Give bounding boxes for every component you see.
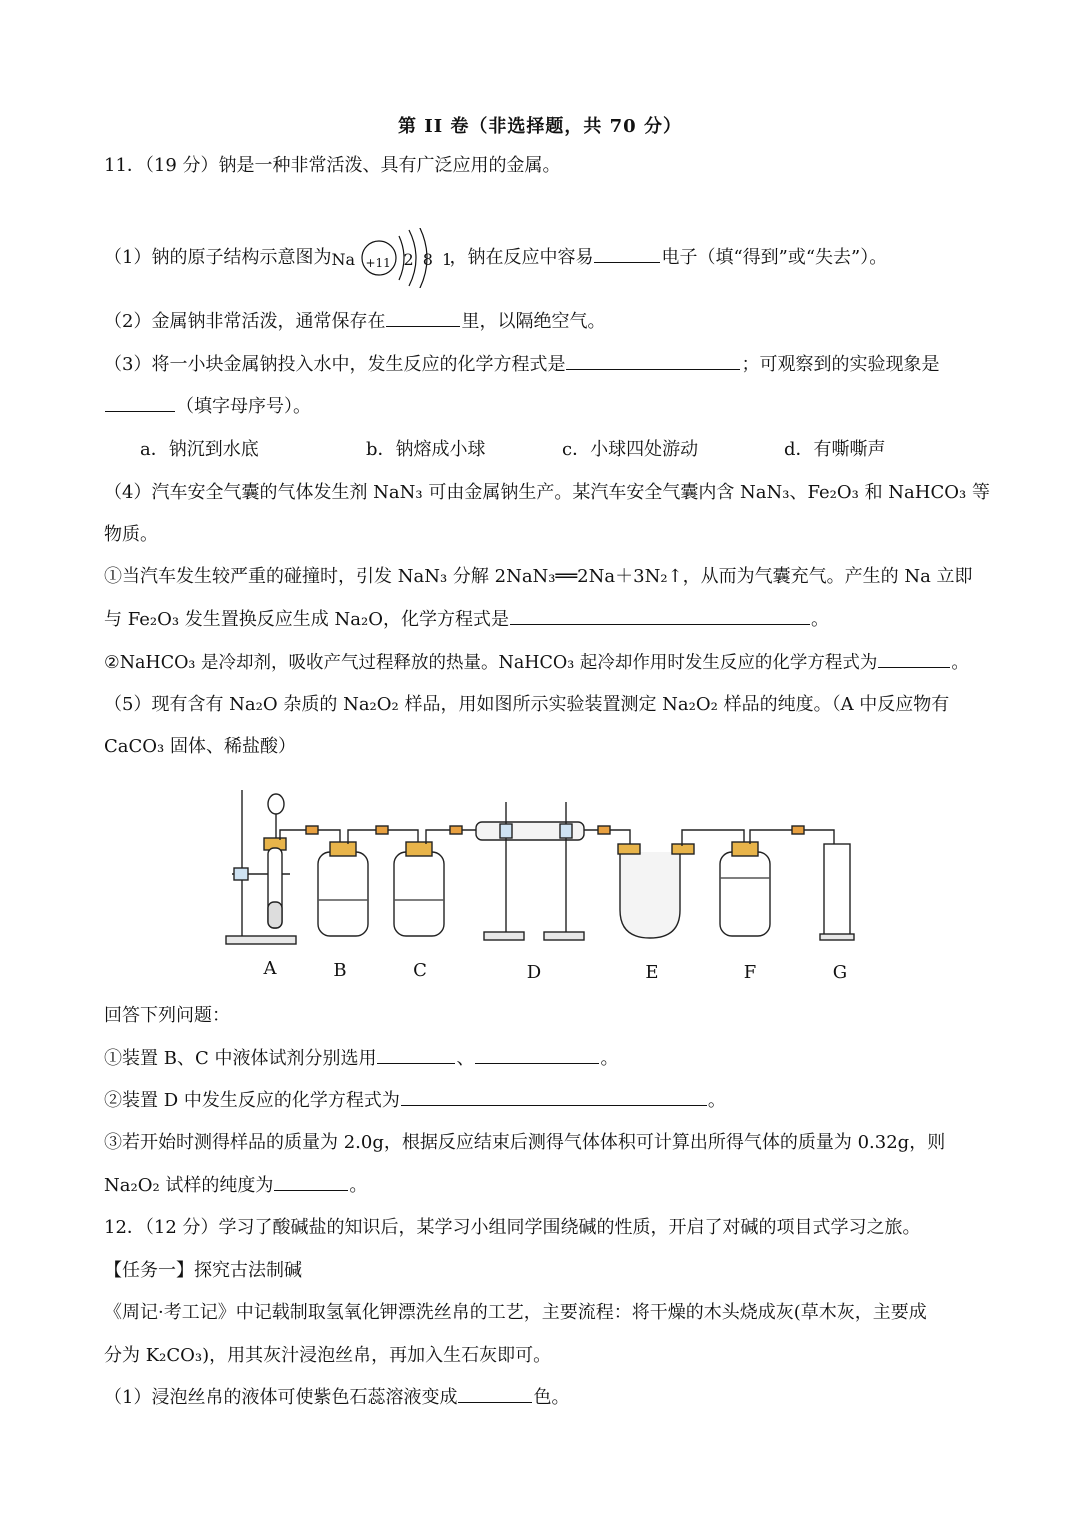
q11-p4-2-text: ②NaHCO₃ 是冷却剂，吸收产气过程释放的热量。NaHCO₃ 起冷却作用时发生反应的化学方程式为	[104, 653, 878, 673]
apparatus-drawing	[220, 782, 880, 992]
q11-p5-line2: CaCO₃ 固体、稀盐酸）	[104, 736, 296, 757]
figure-label-c: C	[413, 960, 427, 981]
option-c: c．小球四处游动	[562, 439, 699, 460]
answer-blank[interactable]	[878, 649, 950, 668]
atom-shell-electrons: 2 8 1	[403, 250, 453, 269]
q11-p4-1-line2	[104, 606, 980, 634]
q11-a3-line2	[104, 1172, 980, 1200]
q11-p5-line1: （5）现有含有 Na₂O 杂质的 Na₂O₂ 样品，用如图所示实验装置测定 Na₂O₂ 样品的纯度。（A 中反应物有	[104, 694, 950, 715]
figure-label-a: A	[263, 958, 277, 979]
q11-p1-text-a: （1）钠的原子结构示意图为	[104, 247, 332, 268]
q11-p4-line2: 物质。	[104, 524, 158, 545]
q11-p2-text-b: 里，以隔绝空气。	[461, 311, 606, 332]
answer-blank[interactable]	[510, 606, 810, 625]
option-b: b．钠熔成小球	[366, 439, 486, 460]
q12-intro-line2: 分为 K₂CO₃)，用其灰汁浸泡丝帛，再加入生石灰即可。	[104, 1345, 552, 1366]
q11-p2	[104, 308, 980, 336]
q12-p1-text: （1）浸泡丝帛的液体可使紫色石蕊溶液变成	[104, 1387, 458, 1408]
answer-blank[interactable]	[594, 244, 660, 263]
answer-blank[interactable]	[566, 351, 740, 370]
q11-p2-text-a: （2）金属钠非常活泼，通常保存在	[104, 311, 386, 332]
q11-a3-line1: ③若开始时测得样品的质量为 2.0g，根据反应结束后测得气体体积可计算出所得气体的质量为 0.32g，则	[104, 1132, 946, 1153]
figure-label-e: E	[645, 962, 659, 983]
q11-p3-text-a: （3）将一小块金属钠投入水中，发生反应的化学方程式是	[104, 354, 566, 375]
option-d: d．有嘶嘶声	[784, 439, 886, 460]
q11-a1-sep: 、	[456, 1048, 475, 1069]
q11-p3-text-b: ；可观察到的实验现象是	[741, 354, 940, 375]
q11-p1-text-b: ，钠在反应中容易	[449, 247, 594, 268]
q11-a1	[104, 1045, 980, 1073]
q11-p1-text-c: 电子（填“得到”或“失去”）。	[661, 247, 888, 268]
q11-a2	[104, 1087, 980, 1115]
atom-nucleus-charge: +11	[365, 256, 391, 270]
q11-a2-text: ②装置 D 中发生反应的化学方程式为	[104, 1090, 400, 1111]
answer-blank[interactable]	[475, 1045, 599, 1064]
answer-blank[interactable]	[274, 1172, 348, 1191]
q12-head: 12．（12 分）学习了酸碱盐的知识后，某学习小组同学围绕碱的性质，开启了对碱的项目式学习之旅。	[104, 1217, 921, 1238]
answer-blank[interactable]	[386, 308, 460, 327]
figure-label-b: B	[333, 960, 347, 981]
q12-intro-line1: 《周记·考工记》中记载制取氢氧化钾漂洗丝帛的工艺，主要流程：将干燥的木头烧成灰(草木灰，主要成	[104, 1302, 927, 1323]
figure-label-f: F	[743, 962, 757, 983]
answer-blank[interactable]	[377, 1045, 455, 1064]
q11-a1-end: 。	[600, 1048, 619, 1069]
sodium-atom-diagram	[331, 228, 453, 288]
figure-label-d: D	[526, 962, 542, 983]
q11-a2-end: 。	[707, 1090, 726, 1111]
q11-head: 11．（19 分）钠是一种非常活泼、具有广泛应用的金属。	[104, 155, 561, 176]
answer-blank[interactable]	[401, 1087, 707, 1106]
q11-p4-1-line1: ①当汽车发生较严重的碰撞时，引发 NaN₃ 分解 2NaN₃══2Na＋3N₂↑，从而为气囊充气。产生的 Na 立即	[104, 566, 973, 587]
atom-symbol: Na	[331, 250, 355, 269]
q11-a3-end: 。	[349, 1175, 368, 1196]
q12-p1	[104, 1384, 980, 1412]
figure-label-g: G	[832, 962, 848, 983]
answer-blank[interactable]	[458, 1384, 532, 1403]
q11-a3-text: Na₂O₂ 试样的纯度为	[104, 1175, 274, 1196]
q11-p4-line1: （4）汽车安全气囊的气体发生剂 NaN₃ 可由金属钠生产。某汽车安全气囊内含 NaN₃、Fe₂O₃ 和 NaHCO₃ 等	[104, 482, 990, 503]
q11-p4-2-end: 。	[951, 653, 969, 673]
q11-a1-text: ①装置 B、C 中液体试剂分别选用	[104, 1048, 377, 1069]
q11-p3-text-c: （填字母序号）。	[176, 396, 311, 417]
answer-blank[interactable]	[105, 393, 175, 412]
q11-p4-1-end: 。	[810, 609, 829, 630]
section-title: 第 II 卷（非选择题，共 70 分）	[398, 116, 682, 137]
q11-p3-cont	[104, 393, 980, 421]
q11-p4-2	[104, 649, 980, 677]
q11-options	[140, 436, 940, 464]
q12-p1-end: 色。	[533, 1387, 570, 1408]
q11-p1	[104, 228, 980, 288]
q11-p3	[104, 351, 980, 379]
q12-task1: 【任务一】探究古法制碱	[104, 1260, 302, 1281]
lab-apparatus-figure	[220, 782, 880, 992]
answer-head: 回答下列问题：	[104, 1005, 230, 1026]
option-a: a．钠沉到水底	[140, 439, 259, 460]
q11-p4-1-text: 与 Fe₂O₃ 发生置换反应生成 Na₂O，化学方程式是	[104, 609, 509, 630]
